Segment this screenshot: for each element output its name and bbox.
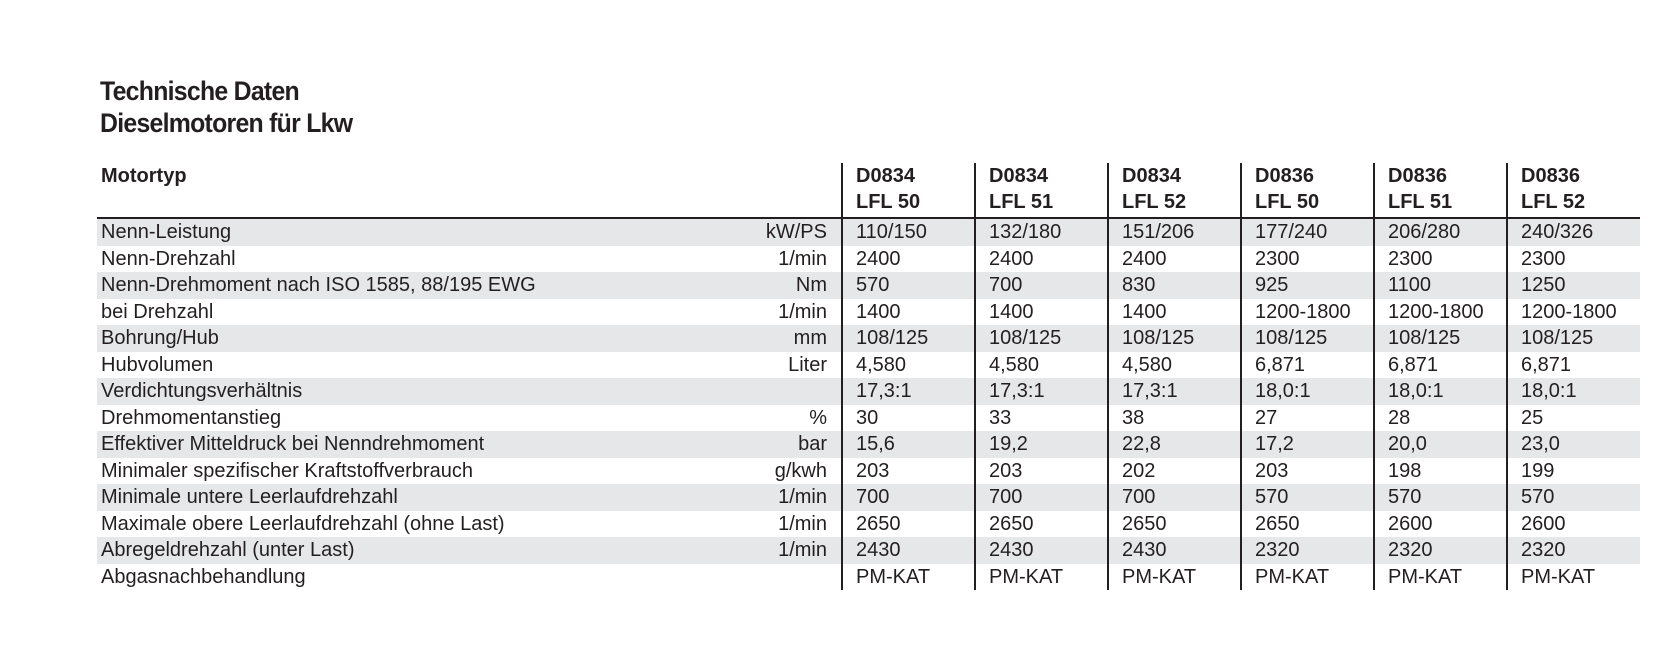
row-label: Minimaler spezifischer Kraftstoffverbrauch <box>101 459 473 482</box>
model-name: D0836 <box>1388 165 1447 187</box>
value-cell: 2300 <box>1241 246 1374 273</box>
value-cell: 2430 <box>842 537 975 564</box>
row-label: Nenn-Leistung <box>97 218 743 246</box>
value-cell: 108/125 <box>1108 325 1241 352</box>
value-cell: PM-KAT <box>1374 564 1507 591</box>
value-cell: 2430 <box>975 537 1108 564</box>
value-cell: 2430 <box>1108 537 1241 564</box>
value-cell: 2320 <box>1241 537 1374 564</box>
value-cell: 151/206 <box>1108 218 1241 246</box>
row-label: Drehmomentanstieg <box>101 406 282 429</box>
value-cell: 27 <box>1241 405 1374 432</box>
header-model <box>975 163 1108 218</box>
value-cell: 2650 <box>1241 511 1374 538</box>
model-name: D0834 <box>1122 165 1181 187</box>
value-cell: 830 <box>1108 272 1241 299</box>
header-model <box>1374 163 1507 218</box>
value-cell: 203 <box>842 458 975 485</box>
value-cell: 570 <box>842 272 975 299</box>
value-cell: 17,3:1 <box>975 378 1108 405</box>
value-cell: 2650 <box>975 511 1108 538</box>
value-cell: 2300 <box>1374 246 1507 273</box>
value-cell: 17,2 <box>1241 431 1374 458</box>
value-cell: 110/150 <box>842 218 975 246</box>
row-unit: 1/min <box>743 537 842 564</box>
page-title: Technische Daten <box>100 76 299 106</box>
value-cell: 1200-1800 <box>1241 299 1374 326</box>
row-unit <box>743 564 842 591</box>
value-cell: 2600 <box>1507 511 1640 538</box>
value-cell: 6,871 <box>1374 352 1507 379</box>
value-cell: 6,871 <box>1241 352 1374 379</box>
row-unit: g/kwh <box>774 459 827 482</box>
row-label: Verdichtungsverhältnis <box>97 378 743 405</box>
row-unit: bar <box>743 431 842 458</box>
value-cell: PM-KAT <box>975 564 1108 591</box>
row-unit: mm <box>743 325 842 352</box>
value-cell: 1250 <box>1507 272 1640 299</box>
table-row <box>97 299 1640 326</box>
value-cell: 23,0 <box>1507 431 1640 458</box>
value-cell: 4,580 <box>1108 352 1241 379</box>
value-cell: 2400 <box>975 246 1108 273</box>
table-row <box>97 378 1640 405</box>
spec-table <box>97 163 1640 590</box>
value-cell: 30 <box>842 405 975 432</box>
table-row <box>97 272 1640 299</box>
value-cell: 240/326 <box>1507 218 1640 246</box>
value-cell: 33 <box>975 405 1108 432</box>
title-block <box>100 75 374 139</box>
value-cell: 15,6 <box>842 431 975 458</box>
value-cell: 17,3:1 <box>842 378 975 405</box>
value-cell: 198 <box>1374 458 1507 485</box>
value-cell: 1100 <box>1374 272 1507 299</box>
value-cell: 177/240 <box>1241 218 1374 246</box>
value-cell: 206/280 <box>1374 218 1507 246</box>
value-cell: 18,0:1 <box>1374 378 1507 405</box>
model-variant: LFL 52 <box>1122 191 1187 213</box>
header-motortyp: Motortyp <box>97 163 842 218</box>
model-name: D0836 <box>1255 165 1314 187</box>
value-cell: 108/125 <box>1241 325 1374 352</box>
row-label: Bohrung/Hub <box>97 325 743 352</box>
row-label: bei Drehzahl <box>101 300 214 323</box>
row-unit: kW/PS <box>743 218 842 246</box>
header-model <box>842 163 975 218</box>
table-row <box>97 458 1640 485</box>
row-label: Hubvolumen <box>101 353 214 376</box>
table-row <box>97 564 1640 591</box>
model-variant: LFL 52 <box>1521 191 1586 213</box>
value-cell: 203 <box>1241 458 1374 485</box>
row-label: Nenn-Drehzahl <box>101 247 236 270</box>
table-row <box>97 352 1640 379</box>
value-cell: 925 <box>1241 272 1374 299</box>
value-cell: 199 <box>1507 458 1640 485</box>
table-row <box>97 484 1640 511</box>
table-row <box>97 431 1640 458</box>
value-cell: 203 <box>975 458 1108 485</box>
value-cell: PM-KAT <box>1241 564 1374 591</box>
value-cell: 570 <box>1241 484 1374 511</box>
value-cell: 1400 <box>1108 299 1241 326</box>
table-row <box>97 246 1640 273</box>
value-cell: 700 <box>975 484 1108 511</box>
value-cell: 1200-1800 <box>1507 299 1640 326</box>
row-unit: % <box>809 406 827 429</box>
value-cell: 2320 <box>1374 537 1507 564</box>
table-row <box>97 537 1640 564</box>
value-cell: 17,3:1 <box>1108 378 1241 405</box>
value-cell: 38 <box>1108 405 1241 432</box>
value-cell: 2650 <box>1108 511 1241 538</box>
value-cell: 1400 <box>842 299 975 326</box>
value-cell: 4,580 <box>842 352 975 379</box>
value-cell: 4,580 <box>975 352 1108 379</box>
value-cell: 570 <box>1374 484 1507 511</box>
row-label: Effektiver Mitteldruck bei Nenndrehmoment <box>97 431 743 458</box>
model-name: D0834 <box>989 165 1048 187</box>
row-unit: 1/min <box>778 300 827 323</box>
value-cell: 132/180 <box>975 218 1108 246</box>
table-row <box>97 218 1640 246</box>
spec-body <box>97 218 1640 590</box>
model-variant: LFL 50 <box>1255 191 1320 213</box>
row-unit: 1/min <box>743 484 842 511</box>
header-model <box>1108 163 1241 218</box>
model-name: D0836 <box>1521 165 1580 187</box>
value-cell: 2650 <box>842 511 975 538</box>
value-cell: 108/125 <box>975 325 1108 352</box>
value-cell: 700 <box>842 484 975 511</box>
value-cell: 2400 <box>1108 246 1241 273</box>
model-variant: LFL 51 <box>1388 191 1453 213</box>
page-subtitle: Dieselmotoren für Lkw <box>100 108 353 138</box>
value-cell: 20,0 <box>1374 431 1507 458</box>
row-unit: Liter <box>788 353 827 376</box>
table-row <box>97 511 1640 538</box>
row-label: Abgasnachbehandlung <box>101 565 306 588</box>
header-row <box>97 163 1640 218</box>
value-cell: 2300 <box>1507 246 1640 273</box>
value-cell: 700 <box>1108 484 1241 511</box>
row-label: Maximale obere Leerlaufdrehzahl (ohne Last) <box>101 512 505 535</box>
table-row <box>97 405 1640 432</box>
value-cell: 570 <box>1507 484 1640 511</box>
header-model <box>1507 163 1640 218</box>
value-cell: 18,0:1 <box>1507 378 1640 405</box>
value-cell: PM-KAT <box>1108 564 1241 591</box>
row-label: Minimale untere Leerlaufdrehzahl <box>97 484 743 511</box>
model-variant: LFL 51 <box>989 191 1054 213</box>
row-unit: 1/min <box>778 247 827 270</box>
value-cell: 19,2 <box>975 431 1108 458</box>
value-cell: 2320 <box>1507 537 1640 564</box>
value-cell: 202 <box>1108 458 1241 485</box>
value-cell: 2400 <box>842 246 975 273</box>
model-variant: LFL 50 <box>856 191 921 213</box>
row-label: Nenn-Drehmoment nach ISO 1585, 88/195 EWG <box>97 272 743 299</box>
value-cell: 28 <box>1374 405 1507 432</box>
value-cell: 6,871 <box>1507 352 1640 379</box>
value-cell: 2600 <box>1374 511 1507 538</box>
header-model <box>1241 163 1374 218</box>
model-name: D0834 <box>856 165 915 187</box>
value-cell: 25 <box>1507 405 1640 432</box>
row-unit: Nm <box>743 272 842 299</box>
row-unit: 1/min <box>778 512 827 535</box>
row-unit <box>743 378 842 405</box>
value-cell: 108/125 <box>842 325 975 352</box>
value-cell: 1400 <box>975 299 1108 326</box>
value-cell: 22,8 <box>1108 431 1241 458</box>
table-row <box>97 325 1640 352</box>
value-cell: 108/125 <box>1507 325 1640 352</box>
value-cell: 18,0:1 <box>1241 378 1374 405</box>
row-label: Abregeldrehzahl (unter Last) <box>97 537 743 564</box>
value-cell: PM-KAT <box>1507 564 1640 591</box>
value-cell: 108/125 <box>1374 325 1507 352</box>
value-cell: 1200-1800 <box>1374 299 1507 326</box>
value-cell: PM-KAT <box>842 564 975 591</box>
value-cell: 700 <box>975 272 1108 299</box>
